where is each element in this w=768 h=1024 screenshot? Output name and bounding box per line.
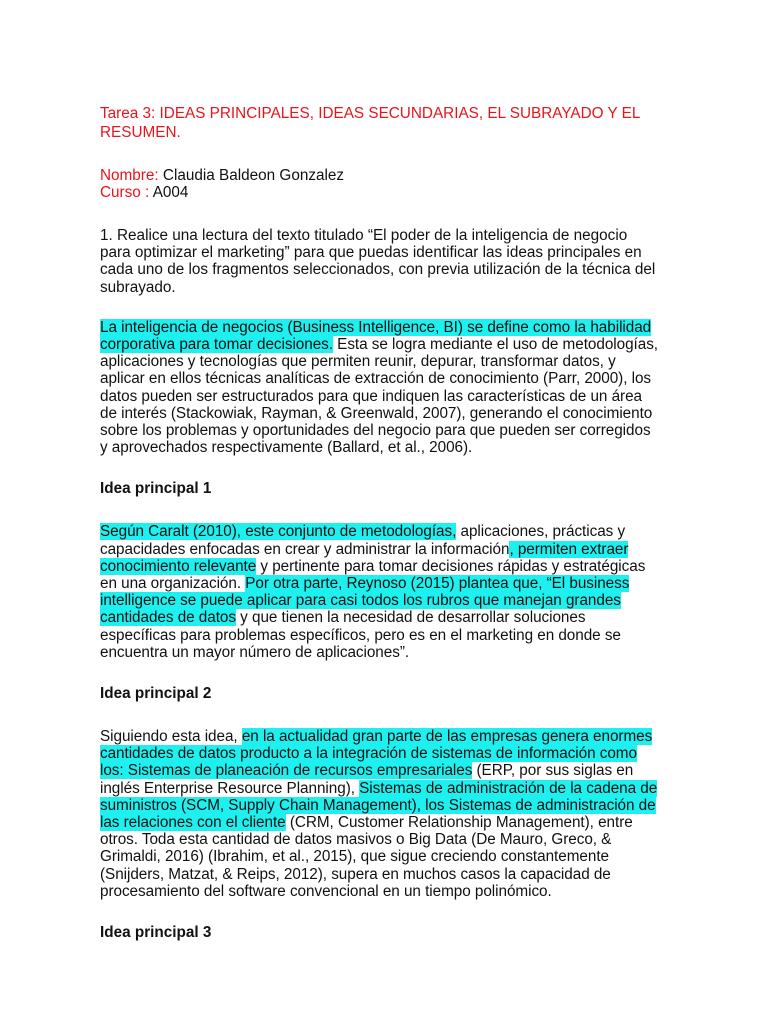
document-page	[100, 104, 660, 967]
paragraph-text: (CRM, Customer Relationship Management), entre otros. Toda esta cantidad de datos masivos o Big Data (De Mauro, Greco, & Grimaldi, 2016) (Ibrahim, et al., 2015), que sigue creciendo constantemente (Snijders, Matzat, & Reips, 2012), supera en muchos casos la capacidad de procesamiento del software convencional en un tiempo polinómico.	[100, 814, 633, 900]
paragraph-text: aplicaciones, prácticas y capacidades enfocadas en crear y administrar la información	[100, 523, 626, 558]
highlighted-text: Por otra parte, Reynoso (2015) plantea que, “El business intelligence se puede aplicar para casi todos los rubros que manejan grandes cantidades de datos	[100, 575, 630, 627]
highlighted-text: en la actualidad gran parte de las empresas genera enormes cantidades de datos producto a la integración de sistemas de información como los: Sistemas de planeación de recursos empresariales	[100, 728, 653, 780]
document-title: Tarea 3: IDEAS PRINCIPALES, IDEAS SECUNDARIAS, EL SUBRAYADO Y EL RESUMEN.	[100, 105, 640, 141]
student-name-line	[100, 167, 660, 184]
highlighted-text: Según Caralt (2010), este conjunto de metodologías,	[100, 523, 457, 541]
name-label: Nombre:	[100, 167, 159, 184]
idea-2-paragraph	[100, 728, 660, 900]
idea-1-paragraph	[100, 523, 660, 661]
highlighted-text: , permiten extraer conocimiento relevante	[100, 540, 629, 575]
paragraph-text: Esta se logra mediante el uso de metodologías, aplicaciones y tecnologías que permiten reunir, depurar, transformar datos, y aplicar en ellos técnicas analíticas de extracción de conocimiento (Parr, 2000), los datos pueden ser estructurados para que indiquen las características de un área de interés (Stackowiak, Rayman, & Greenwald, 2007), generando el conocimiento sobre los problemas y oportunidades del negocio para que pueden ser corregidos y aprovechados respectivamente (Ballard, et al., 2006).	[100, 336, 659, 457]
idea-heading-2: Idea principal 2	[100, 685, 212, 703]
idea-heading-3: Idea principal 3	[100, 924, 212, 942]
name-value: Claudia Baldeon Gonzalez	[158, 167, 345, 184]
paragraph-text: Siguiendo esta idea,	[100, 728, 242, 746]
course-label: Curso :	[100, 184, 150, 201]
idea-heading-1: Idea principal 1	[100, 480, 212, 498]
paragraph-text: (ERP, por sus siglas en inglés Enterprise Resource Planning),	[100, 762, 634, 797]
highlighted-text: Sistemas de administración de la cadena de suministros (SCM, Supply Chain Management), los Sistemas de administración de las relaciones con el cliente	[100, 779, 658, 832]
instruction-paragraph: 1. Realice una lectura del texto titulado “El poder de la inteligencia de negocio para optimizar el marketing” para que puedas identificar las ideas principales en cada uno de los fragmentos seleccionados, con previa utilización de la técnica del subrayado.	[100, 227, 656, 296]
paragraph-text: y que tienen la necesidad de desarrollar soluciones específicas para problemas específicos, pero es en el marketing en donde se encuentra un mayor número de aplicaciones”.	[100, 609, 621, 661]
paragraph-text: y pertinente para tomar decisiones rápidas y estratégicas en una organización.	[100, 557, 646, 593]
highlighted-text: La inteligencia de negocios (Business Intelligence, BI) se define como la habilidad corporativa para tomar decisiones.	[100, 318, 652, 354]
course-value: A004	[149, 184, 189, 201]
intro-paragraph	[100, 319, 660, 457]
course-line	[100, 184, 660, 201]
spacer	[100, 201, 660, 227]
